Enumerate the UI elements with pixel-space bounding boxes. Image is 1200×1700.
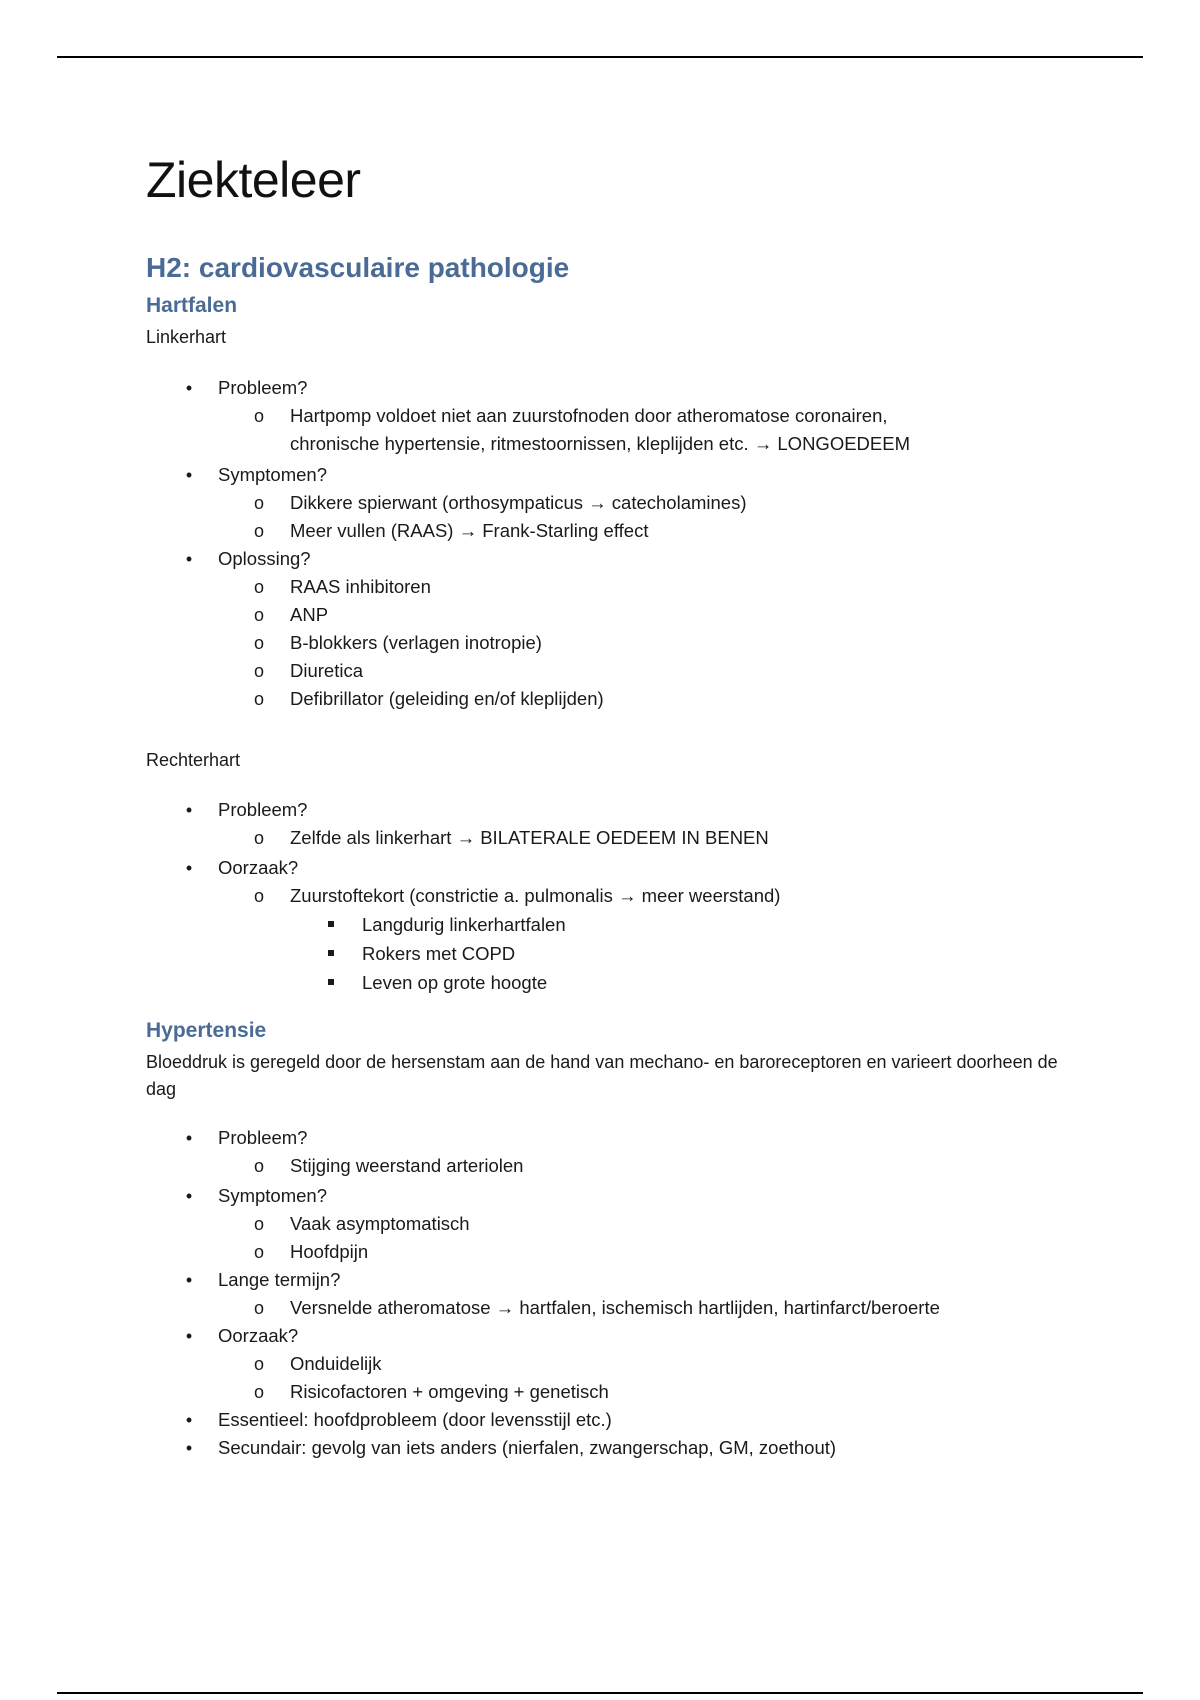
sub-list-item [218, 601, 1076, 629]
list-item [146, 854, 1076, 997]
list-item-label: Secundair: gevolg van iets anders (nierfalen, zwangerschap, GM, zoethout) [218, 1437, 837, 1458]
sub-list-item [218, 1378, 1076, 1406]
circle-bullet-icon: o [254, 1382, 265, 1402]
circle-bullet-icon: o [254, 406, 265, 426]
bullet-icon: • [185, 1186, 193, 1206]
sub-item-text: Zuurstoftekort (constrictie a. pulmonalis → meer weerstand) [290, 885, 781, 906]
bullet-icon: • [185, 1128, 193, 1148]
sub-item-text: RAAS inhibitoren [290, 576, 431, 597]
sub-list-item [218, 882, 1076, 997]
list-item [146, 545, 1076, 713]
section-heading-hartfalen: Hartfalen [146, 294, 238, 317]
sub-sub-list-item [290, 968, 1076, 997]
list-item [146, 1124, 1076, 1180]
document-title: Ziekteleer [146, 152, 361, 208]
circle-bullet-icon: o [254, 1214, 265, 1234]
sub-item-text: Dikkere spierwant (orthosympaticus → catecholamines) [290, 492, 747, 513]
section-heading-hypertensie: Hypertensie [146, 1019, 267, 1042]
document-page [146, 148, 1076, 1458]
sub-list-item [218, 1210, 1076, 1238]
circle-bullet-icon: o [254, 633, 265, 653]
sub-list-item [218, 824, 1076, 852]
list-item [146, 1434, 1076, 1462]
circle-bullet-icon: o [254, 521, 265, 541]
bullet-icon: • [185, 549, 193, 569]
sub-list-item [218, 1350, 1076, 1378]
bullet-icon: • [185, 1410, 193, 1430]
circle-bullet-icon: o [254, 886, 265, 906]
hypertensie-intro: Bloeddruk is geregeld door de hersenstam aan de hand van mechano- en baroreceptoren en varieert doorheen de dag [146, 1052, 1058, 1099]
circle-bullet-icon: o [254, 1242, 265, 1262]
circle-bullet-icon: o [254, 661, 265, 681]
sub-list-item [218, 1238, 1076, 1266]
circle-bullet-icon: o [254, 1354, 265, 1374]
square-bullet-icon [328, 950, 334, 956]
bullet-icon: • [185, 800, 193, 820]
header-rule [57, 56, 1143, 58]
sub-sub-list-item [290, 910, 1076, 939]
list-item-label: Oorzaak? [218, 857, 299, 878]
list-item [146, 461, 1076, 545]
sub-sub-item-text: Langdurig linkerhartfalen [362, 914, 566, 935]
sub-list-item [218, 573, 1076, 601]
bullet-icon: • [185, 378, 193, 398]
bullet-icon: • [185, 858, 193, 878]
list-item-label: Oplossing? [218, 548, 311, 569]
sub-item-text: Versnelde atheromatose → hartfalen, ischemisch hartlijden, hartinfarct/beroerte [290, 1297, 940, 1318]
rechterhart-label: Rechterhart [146, 750, 241, 770]
circle-bullet-icon: o [254, 828, 265, 848]
circle-bullet-icon: o [254, 1298, 265, 1318]
footer-rule [57, 1692, 1143, 1694]
sub-list-item [218, 657, 1076, 685]
sub-list-item [218, 685, 1076, 713]
bullet-icon: • [185, 1438, 193, 1458]
sub-item-text: Risicofactoren + omgeving + genetisch [290, 1381, 609, 1402]
circle-bullet-icon: o [254, 1156, 265, 1176]
sub-sub-list-item [290, 939, 1076, 968]
list-item [146, 374, 1076, 458]
sub-item-text: Vaak asymptomatisch [290, 1213, 470, 1234]
circle-bullet-icon: o [254, 577, 265, 597]
sub-item-text: Stijging weerstand arteriolen [290, 1155, 524, 1176]
sub-list-item [218, 629, 1076, 657]
square-bullet-icon [328, 921, 334, 927]
list-item-label: Probleem? [218, 1127, 308, 1148]
list-item [146, 796, 1076, 852]
list-item-label: Symptomen? [218, 1185, 327, 1206]
sub-list-item [218, 517, 1076, 545]
sub-item-text: ANP [290, 604, 329, 625]
circle-bullet-icon: o [254, 689, 265, 709]
sub-item-text: Onduidelijk [290, 1353, 382, 1374]
circle-bullet-icon: o [254, 605, 265, 625]
list-item [146, 1266, 1076, 1322]
sub-item-text: Zelfde als linkerhart → BILATERALE OEDEEM IN BENEN [290, 827, 769, 848]
list-item [146, 1322, 1076, 1406]
sub-list-item [218, 1294, 1076, 1322]
list-item [146, 1406, 1076, 1434]
list-item [146, 1182, 1076, 1266]
bullet-icon: • [185, 1270, 193, 1290]
sub-list-item [218, 489, 1076, 517]
list-item-label: Oorzaak? [218, 1325, 299, 1346]
chapter-heading: H2: cardiovasculaire pathologie [146, 252, 570, 283]
sub-item-text: B-blokkers (verlagen inotropie) [290, 632, 542, 653]
linkerhart-label: Linkerhart [146, 327, 227, 347]
square-bullet-icon [328, 979, 334, 985]
sub-list-item [218, 1152, 1076, 1180]
bullet-icon: • [185, 1326, 193, 1346]
sub-item-text: Hoofdpijn [290, 1241, 369, 1262]
sub-list-item [218, 402, 970, 458]
circle-bullet-icon: o [254, 493, 265, 513]
sub-sub-item-text: Rokers met COPD [362, 943, 516, 964]
list-item-label: Symptomen? [218, 464, 327, 485]
sub-item-text: Meer vullen (RAAS) → Frank-Starling effect [290, 520, 649, 541]
sub-item-text: Hartpomp voldoet niet aan zuurstofnoden door atheromatose coronairen, chronische hypertensie, ritmestoornissen, kleplijden etc. → LONGOEDEEM [290, 405, 911, 454]
sub-item-text: Diuretica [290, 660, 363, 681]
list-item-label: Probleem? [218, 799, 308, 820]
list-item-label: Essentieel: hoofdprobleem (door levensstijl etc.) [218, 1409, 612, 1430]
list-item-label: Lange termijn? [218, 1269, 341, 1290]
rechterhart-list [146, 796, 1076, 997]
list-item-label: Probleem? [218, 377, 308, 398]
linkerhart-list [146, 374, 1076, 713]
hypertensie-list [146, 1124, 1076, 1462]
sub-sub-item-text: Leven op grote hoogte [362, 972, 548, 993]
sub-item-text: Defibrillator (geleiding en/of kleplijden) [290, 688, 604, 709]
bullet-icon: • [185, 465, 193, 485]
